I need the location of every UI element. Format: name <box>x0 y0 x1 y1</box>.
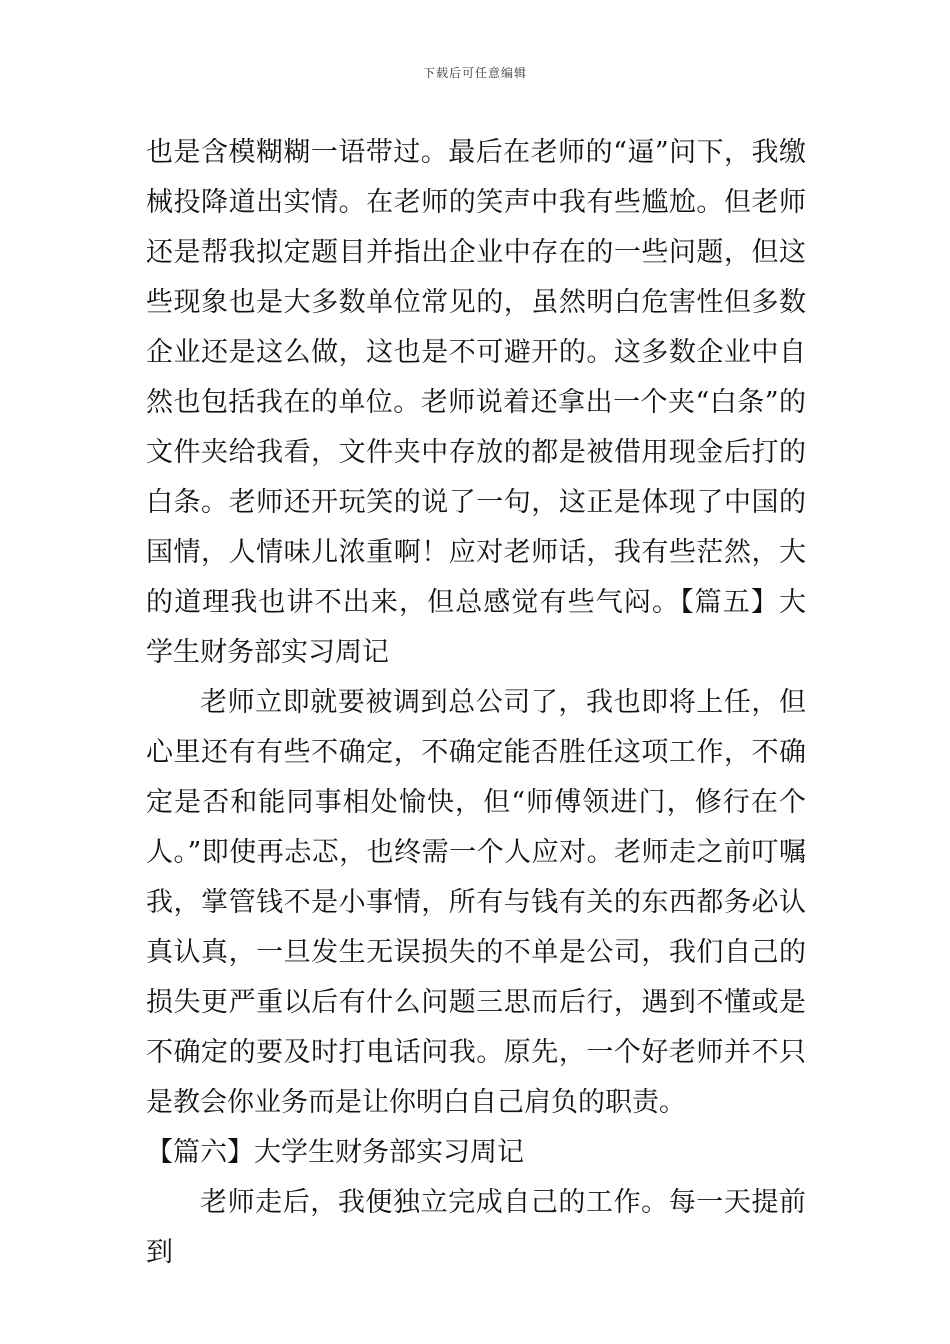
paragraph-2: 老师立即就要被调到总公司了，我也即将上任，但心里还有有些不确定，不确定能否胜任这项工作，不确定是否和能同事相处愉快，但“师傅领进门，修行在个人。”即使再忐忑，也终需一个人应对。老师走之前叮嘱我，掌管钱不是小事情，所有与钱有关的东西都务必认真认真，一旦发生无误损失的不单是公司，我们自己的损失更严重以后有什么问题三思而后行，遇到不懂或是不确定的要及时打电话问我。原先，一个好老师并不只是教会你业务而是让你明白自己肩负的职责。 <box>146 687 806 1118</box>
paragraph-1: 也是含模糊糊一语带过。最后在老师的“逼”问下，我缴械投降道出实情。在老师的笑声中我有些尴尬。但老师还是帮我拟定题目并指出企业中存在的一些问题，但这些现象也是大多数单位常见的，虽然明白危害性但多数企业还是这么做，这也是不可避开的。这多数企业中自然也包括我在的单位。老师说着还拿出一个夹“白条”的文件夹给我看，文件夹中存放的都是被借用现金后打的白条。老师还开玩笑的说了一句，这正是体现了中国的国情，人情味儿浓重啊！应对老师话，我有些茫然，大的道理我也讲不出来，但总感觉有些气闷。【篇五】大学生财务部实习周记 <box>146 137 806 668</box>
page-header: 下载后可任意编辑 <box>422 66 527 80</box>
section-heading-6: 【篇六】大学生财务部实习周记 <box>146 1137 524 1168</box>
paragraph-3: 老师走后，我便独立完成自己的工作。每一天提前到 <box>146 1187 806 1268</box>
document-body <box>146 128 806 1278</box>
